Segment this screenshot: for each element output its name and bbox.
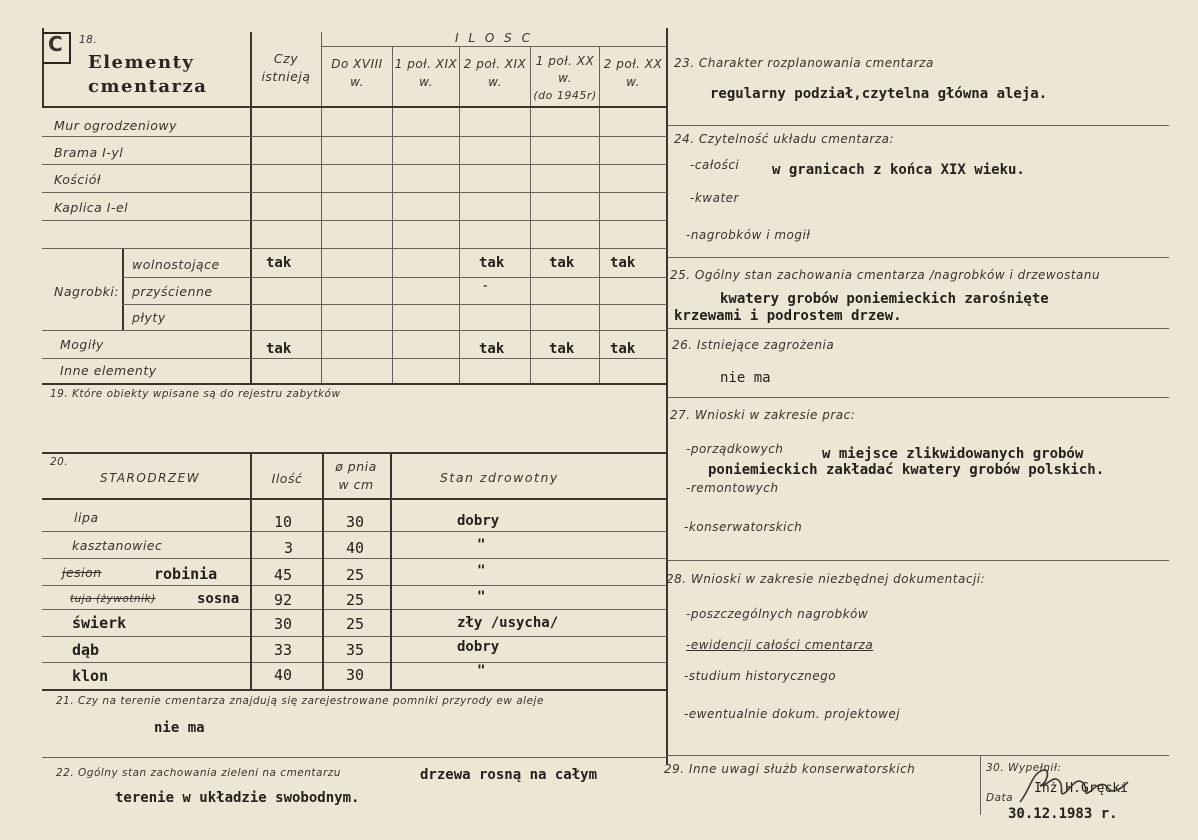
divider — [42, 609, 667, 610]
tree-printed-name: jesion — [62, 565, 102, 580]
q30-label: 30. Wypełnił: — [986, 762, 1062, 774]
period-col-2: 1 poł. XIX w. — [394, 57, 458, 89]
q27-item-conservation: -konserwatorskich — [684, 520, 803, 534]
tree-health: dobry — [457, 639, 500, 655]
cell-freestanding-v3: tak — [479, 255, 505, 271]
tree-printed-name: tuja (żywotnik) — [70, 593, 156, 605]
divider — [42, 330, 667, 331]
tree-diameter: 30 — [346, 666, 365, 684]
tree-written-name: robinia — [154, 565, 218, 583]
row-label-tombstones: Nagrobki: — [54, 284, 120, 299]
divider — [122, 248, 124, 330]
divider — [42, 636, 667, 637]
cell-graves-v4: tak — [549, 341, 575, 357]
period-col-3: 2 poł. XIX w. — [463, 57, 527, 89]
exists-column-header — [252, 50, 320, 86]
row-label-chapel: Kaplica I-el — [54, 200, 129, 215]
divider — [42, 383, 667, 385]
tree-count: 10 — [274, 513, 293, 531]
tree-written-name: dąb — [72, 641, 100, 659]
q28-item-history: -studium historycznego — [684, 669, 837, 683]
divider — [250, 452, 252, 690]
period-col-5: 2 poł. XX w. — [603, 57, 663, 89]
q27-item-repair: -remontowych — [686, 481, 779, 495]
divider — [667, 397, 1169, 398]
trees-header-diameter: ø pnia w cm — [335, 459, 377, 492]
divider — [392, 46, 393, 384]
tree-health: " — [477, 563, 486, 579]
signature — [1010, 760, 1140, 810]
divider — [459, 46, 460, 384]
row-label-wall: Mur ogrodzeniowy — [54, 118, 178, 133]
q28-item-tombstones: -poszczególnych nagrobków — [686, 607, 869, 621]
section-title-line2: cmentarza — [88, 76, 208, 97]
q22-answer-line2: terenie w układzie swobodnym. — [115, 790, 360, 806]
q25-label: 25. Ogólny stan zachowania cmentarza /nagrobków i drzewostanu — [670, 268, 1101, 282]
tree-printed-name: kasztanowiec — [72, 538, 163, 553]
tree-written-name: klon — [72, 667, 109, 685]
period-col-4-note: (do 1945r) — [533, 89, 597, 102]
divider — [42, 452, 667, 454]
divider — [667, 755, 1169, 756]
q21-answer: nie ma — [154, 720, 205, 736]
row-label-slabs: płyty — [132, 310, 166, 325]
q28-label: 28. Wnioski w zakresie niezbędnej dokumentacji: — [666, 572, 986, 586]
period-col-1: Do XVIII w. — [331, 57, 383, 89]
divider — [42, 757, 667, 758]
q27-answer-line2: poniemieckich zakładać kwatery grobów polskich. — [708, 462, 1105, 478]
exists-column-label: Czy istnieją — [261, 51, 311, 84]
tree-health: dobry — [457, 513, 500, 529]
q28-item-records: -ewidencji całości cmentarza — [686, 638, 874, 652]
divider — [42, 192, 667, 193]
q27-label: 27. Wnioski w zakresie prac: — [670, 408, 856, 422]
tree-health: " — [477, 589, 486, 605]
divider — [322, 452, 324, 690]
divider — [599, 46, 600, 384]
tree-count: 45 — [274, 566, 293, 584]
divider — [42, 689, 667, 691]
tree-diameter: 30 — [346, 513, 365, 531]
q24-answer-whole: w granicach z końca XIX wieku. — [772, 162, 1025, 178]
tree-count: 92 — [274, 591, 293, 609]
divider — [321, 46, 667, 47]
trees-header-count: Ilość — [271, 471, 303, 486]
tree-health: zły /usycha/ — [457, 615, 559, 631]
tree-diameter: 25 — [346, 566, 365, 584]
section-title-line1: Elementy — [88, 52, 195, 73]
row-label-other: Inne elementy — [60, 363, 157, 378]
divider — [42, 106, 667, 108]
divider — [666, 28, 668, 764]
tree-count: 33 — [274, 641, 293, 659]
q25-answer-line1: kwatery grobów poniemieckich zarośnięte — [720, 291, 1049, 307]
q30-date: 30.12.1983 r. — [1008, 806, 1118, 822]
cell-graves-v5: tak — [610, 341, 636, 357]
divider — [667, 328, 1169, 329]
q22-answer-line1: drzewa rosną na całym — [420, 767, 598, 783]
section-number: 18. — [79, 34, 98, 46]
tree-health: " — [477, 663, 486, 679]
q23-answer: regularny podział,czytelna główna aleja. — [710, 86, 1048, 102]
row-label-church: Kościół — [54, 172, 101, 187]
q23-label: 23. Charakter rozplanowania cmentarza — [674, 56, 934, 70]
divider — [980, 755, 981, 815]
divider — [667, 560, 1169, 561]
cell-wall-mounted-v3: - — [481, 278, 490, 294]
divider — [42, 585, 667, 586]
cell-graves-exists: tak — [266, 341, 292, 357]
tree-count: 30 — [274, 615, 293, 633]
form-letter: C — [48, 32, 64, 56]
q29-label: 29. Inne uwagi służb konserwatorskich — [664, 762, 916, 776]
divider — [42, 164, 667, 165]
trees-header-name: STARODRZEW — [100, 471, 201, 485]
q27-answer-line1: w miejsce zlikwidowanych grobów — [822, 446, 1084, 462]
cell-freestanding-v5: tak — [610, 255, 636, 271]
tree-count: 3 — [284, 539, 294, 557]
tree-count: 40 — [274, 666, 293, 684]
q24-item-graves: -nagrobków i mogił — [686, 228, 811, 242]
q19-label: 19. Które obiekty wpisane są do rejestru zabytków — [50, 388, 341, 400]
tree-written-name: sosna — [197, 591, 240, 607]
q22-label: 22. Ogólny stan zachowania zieleni na cmentarzu — [56, 767, 341, 779]
q25-answer-line2: krzewami i podrostem drzew. — [674, 308, 902, 324]
row-label-freestanding: wolnostojące — [132, 257, 220, 272]
divider — [667, 125, 1169, 126]
divider — [42, 662, 667, 663]
tree-diameter: 40 — [346, 539, 365, 557]
cell-freestanding-exists: tak — [266, 255, 292, 271]
q21-label: 21. Czy na terenie cmentarza znajdują się zarejestrowane pomniki przyrody ew aleje — [56, 695, 544, 707]
tree-diameter: 35 — [346, 641, 365, 659]
tree-diameter: 25 — [346, 615, 365, 633]
divider — [42, 531, 667, 532]
row-label-gate: Brama I-yl — [54, 145, 124, 160]
q24-label: 24. Czytelność układu cmentarza: — [674, 132, 895, 146]
divider — [530, 46, 531, 384]
row-label-wall-mounted: przyścienne — [132, 284, 213, 299]
tree-printed-name: lipa — [74, 510, 99, 525]
q20-number: 20. — [50, 456, 69, 468]
q26-label: 26. Istniejące zagrożenia — [672, 338, 835, 352]
q27-item-cleanup: -porządkowych — [686, 442, 784, 456]
divider — [42, 136, 667, 137]
quantity-header: I L O S C — [455, 31, 533, 45]
cell-freestanding-v4: tak — [549, 255, 575, 271]
tree-diameter: 25 — [346, 591, 365, 609]
divider — [122, 277, 667, 278]
divider — [42, 220, 667, 221]
cell-graves-v3: tak — [479, 341, 505, 357]
divider — [122, 304, 667, 305]
divider — [42, 248, 667, 249]
row-label-graves: Mogiły — [60, 337, 104, 352]
q30-date-label: Data — [986, 792, 1014, 804]
divider — [390, 452, 392, 690]
period-col-4: 1 poł. XX w. — [535, 54, 595, 85]
divider — [42, 498, 667, 500]
q24-item-quarters: -kwater — [690, 191, 739, 205]
q28-item-project: -ewentualnie dokum. projektowej — [684, 707, 901, 721]
divider — [42, 358, 667, 359]
divider — [321, 32, 322, 384]
q24-item-whole: -całości — [690, 158, 740, 172]
q30-name: Inż.H.Gręcki — [1034, 781, 1128, 796]
tree-health: " — [477, 537, 486, 553]
tree-written-name: świerk — [72, 614, 127, 632]
q26-answer: nie ma — [720, 370, 771, 386]
divider — [42, 558, 667, 559]
divider — [667, 257, 1169, 258]
trees-header-health: Stan zdrowotny — [440, 470, 559, 485]
